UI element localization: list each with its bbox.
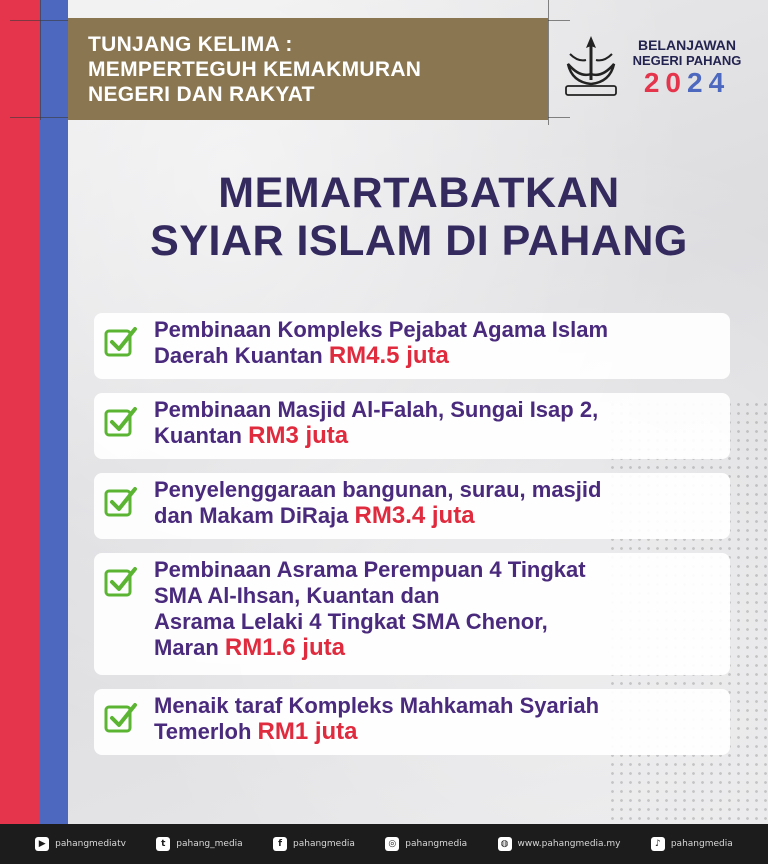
social-label: pahangmedia bbox=[670, 839, 733, 849]
budget-year-part-1: 20 bbox=[643, 67, 687, 98]
social-instagram[interactable] bbox=[385, 837, 467, 851]
facebook-icon: f bbox=[273, 837, 287, 851]
budget-logo bbox=[628, 38, 746, 98]
decor-line bbox=[548, 0, 549, 125]
item-amount: RM1 juta bbox=[257, 718, 358, 745]
list-item bbox=[94, 553, 730, 675]
social-label: pahang_media bbox=[176, 839, 243, 849]
pahang-crest-icon bbox=[560, 34, 622, 100]
social-footer bbox=[0, 824, 768, 864]
instagram-icon: ◎ bbox=[385, 837, 399, 851]
item-amount: RM3.4 juta bbox=[354, 502, 475, 529]
item-text-line: Maran bbox=[154, 635, 219, 660]
list-item bbox=[94, 473, 730, 539]
checkbox-checked-icon bbox=[104, 485, 138, 517]
twitter-icon: t bbox=[156, 837, 170, 851]
header-line-2: MEMPERTEGUH KEMAKMURAN bbox=[88, 58, 422, 81]
social-web[interactable] bbox=[498, 837, 621, 851]
item-amount: RM3 juta bbox=[248, 422, 349, 449]
item-text-line: dan Makam DiRaja bbox=[154, 503, 349, 528]
social-tiktok[interactable] bbox=[651, 837, 733, 851]
item-amount: RM1.6 juta bbox=[224, 634, 345, 661]
social-label: pahangmedia bbox=[293, 839, 355, 849]
header-line-3: NEGERI DAN RAKYAT bbox=[88, 83, 315, 106]
social-label: pahangmedia bbox=[405, 839, 468, 849]
budget-line-2: NEGERI PAHANG bbox=[632, 53, 742, 68]
blue-side-stripe bbox=[40, 0, 68, 824]
social-label: www.pahangmedia.my bbox=[517, 839, 621, 849]
item-text-line: Pembinaan Asrama Perempuan 4 Tingkat bbox=[154, 557, 586, 582]
page-title-line-2: SYIAR ISLAM DI PAHANG bbox=[150, 217, 688, 265]
youtube-icon: ▶ bbox=[35, 837, 49, 851]
item-text-line: SMA Al-Ihsan, Kuantan dan bbox=[154, 583, 440, 608]
item-text-line: Daerah Kuantan bbox=[154, 343, 323, 368]
social-facebook[interactable] bbox=[273, 837, 355, 851]
item-text-line: Menaik taraf Kompleks Mahkamah Syariah bbox=[154, 693, 600, 718]
list-item bbox=[94, 393, 730, 459]
item-amount: RM4.5 juta bbox=[328, 342, 449, 369]
budget-year bbox=[628, 68, 746, 98]
item-text-line: Temerloh bbox=[154, 719, 252, 744]
checkbox-checked-icon bbox=[104, 701, 138, 733]
social-twitter[interactable] bbox=[156, 837, 242, 851]
list-item bbox=[94, 689, 730, 755]
budget-year-part-2: 24 bbox=[687, 67, 731, 98]
header-banner bbox=[68, 18, 548, 120]
decor-line bbox=[40, 0, 41, 120]
checkbox-checked-icon bbox=[104, 405, 138, 437]
tiktok-icon: ♪ bbox=[651, 837, 665, 851]
page-title-line-1: MEMARTABATKAN bbox=[218, 169, 620, 217]
item-text-line: Kuantan bbox=[154, 423, 242, 448]
red-side-stripe bbox=[0, 0, 40, 824]
checkbox-checked-icon bbox=[104, 565, 138, 597]
header-line-1: TUNJANG KELIMA : bbox=[88, 33, 293, 56]
social-label: pahangmediatv bbox=[55, 839, 126, 849]
item-text-line: Pembinaan Masjid Al-Falah, Sungai Isap 2, bbox=[154, 397, 599, 422]
globe-icon: ◍ bbox=[498, 837, 512, 851]
social-youtube[interactable] bbox=[35, 837, 126, 851]
item-text-line: Pembinaan Kompleks Pejabat Agama Islam bbox=[154, 317, 609, 342]
budget-line-1: BELANJAWAN bbox=[637, 37, 736, 53]
list-item bbox=[94, 313, 730, 379]
checkbox-checked-icon bbox=[104, 325, 138, 357]
item-text-line: Asrama Lelaki 4 Tingkat SMA Chenor, bbox=[154, 609, 548, 634]
item-text-line: Penyelenggaraan bangunan, surau, masjid bbox=[154, 477, 602, 502]
